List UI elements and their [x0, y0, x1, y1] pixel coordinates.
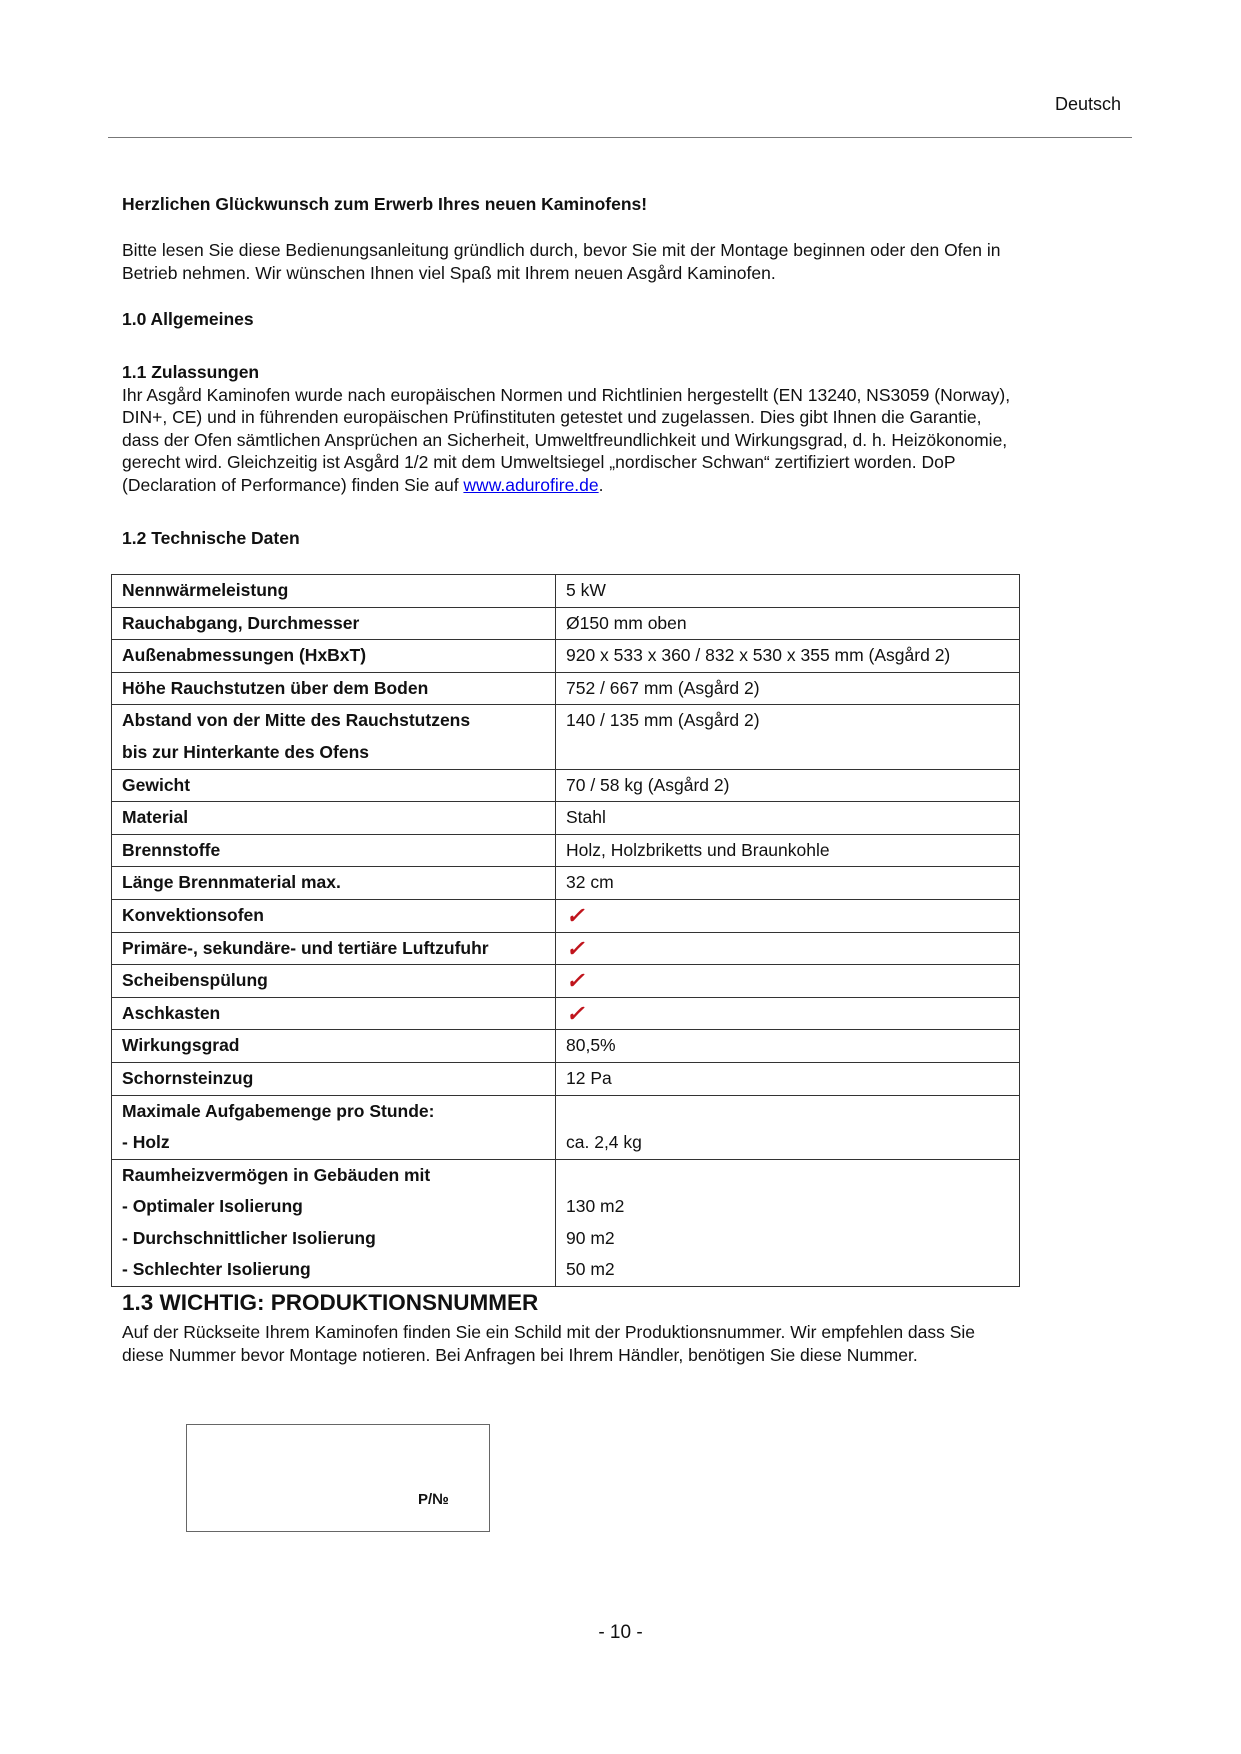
spec-value [556, 1030, 1020, 1063]
spec-value [556, 705, 1020, 769]
table-row [112, 769, 1020, 802]
spec-name-line: - Optimaler Isolierung [122, 1196, 303, 1217]
spec-name-line: Aschkasten [122, 1002, 221, 1023]
section-1-2-title: 1.2 Technische Daten [122, 528, 300, 548]
spec-name [112, 575, 556, 608]
intro-title: Herzlichen Glückwunsch zum Erwerb Ihres neuen Kaminofens! [122, 194, 648, 214]
spec-value-line: 752 / 667 mm (Asgård 2) [566, 677, 760, 698]
text-line: dass der Ofen sämtlichen Ansprüchen an Sicherheit, Umweltfreundlichkeit und Wirkungsgrad, d. h. Heizökonomie, [122, 429, 1008, 450]
table-row [112, 1030, 1020, 1063]
text-line [122, 474, 1132, 497]
spec-name [112, 867, 556, 900]
page-number: - 10 - [598, 1622, 643, 1643]
spec-name [112, 705, 556, 769]
spec-value-line: Holz, Holzbriketts und Braunkohle [566, 839, 830, 860]
technical-data-table [111, 574, 1020, 1287]
spec-value [556, 932, 1020, 965]
spec-value-line: Stahl [566, 807, 606, 828]
spec-value [556, 575, 1020, 608]
spec-name-line: Länge Brennmaterial max. [122, 872, 341, 893]
table-row [112, 575, 1020, 608]
spec-name-line: Maximale Aufgabemenge pro Stunde: [122, 1100, 435, 1121]
spec-value-line: 80,5% [566, 1035, 616, 1056]
intro-line: Betrieb nehmen. Wir wünschen Ihnen viel Spaß mit Ihrem neuen Asgård Kaminofen. [122, 262, 776, 283]
spec-name-line: Rauchabgang, Durchmesser [122, 612, 360, 633]
table-row [112, 802, 1020, 835]
spec-name [112, 640, 556, 673]
header-divider [108, 137, 1132, 138]
spec-name-line: - Holz [122, 1132, 170, 1153]
intro-paragraph [122, 239, 1132, 284]
spec-name [112, 965, 556, 998]
table-row [112, 705, 1020, 769]
checkmark-icon: ✓ [566, 935, 585, 961]
table-row [112, 1159, 1020, 1286]
spec-name-line: Scheibenspülung [122, 970, 268, 991]
spec-value [556, 867, 1020, 900]
table-row [112, 607, 1020, 640]
spec-value [556, 1159, 1020, 1286]
table-row [112, 867, 1020, 900]
spec-name-line: Schornsteinzug [122, 1067, 254, 1088]
spec-name [112, 672, 556, 705]
spec-value-line: 140 / 135 mm (Asgård 2) [566, 710, 760, 731]
section-1-1-title: 1.1 Zulassungen [122, 362, 260, 382]
language-label: Deutsch [1054, 94, 1121, 114]
spec-value-line: 5 kW [566, 580, 606, 600]
spec-value-line [566, 737, 1009, 769]
spec-name-line: Höhe Rauchstutzen über dem Boden [122, 677, 429, 698]
spec-value [556, 965, 1020, 998]
spec-name [112, 834, 556, 867]
spec-name [112, 997, 556, 1030]
table-row [112, 899, 1020, 932]
spec-value-line [566, 1096, 1009, 1128]
table-row [112, 965, 1020, 998]
spec-value-line: Ø150 mm oben [566, 612, 687, 633]
spec-name-line: Primäre-, sekundäre- und tertiäre Luftzufuhr [122, 937, 489, 958]
spec-name-line: Außenabmessungen (HxBxT) [122, 645, 367, 666]
table-row [112, 834, 1020, 867]
intro-line: Bitte lesen Sie diese Bedienungsanleitung gründlich durch, bevor Sie mit der Montage beginnen oder den Ofen in [122, 240, 1001, 260]
section-1-1 [122, 361, 1132, 497]
spec-value-line: ca. 2,4 kg [566, 1132, 642, 1153]
table-row [112, 997, 1020, 1030]
production-number-plate [186, 1424, 490, 1532]
spec-value-line: 12 Pa [566, 1067, 612, 1088]
spec-value [556, 997, 1020, 1030]
spec-name-line: Material [122, 807, 189, 828]
spec-name [112, 802, 556, 835]
spec-name-line: Konvektionsofen [122, 904, 264, 925]
spec-name [112, 1159, 556, 1286]
spec-value [556, 834, 1020, 867]
spec-value-line: 32 cm [566, 872, 614, 893]
text-fragment: . [598, 474, 604, 495]
checkmark-icon: ✓ [566, 1000, 585, 1026]
spec-name [112, 899, 556, 932]
spec-value-line: 920 x 533 x 360 / 832 x 530 x 355 mm (Asgård 2) [566, 645, 951, 666]
text-line: diese Nummer bevor Montage notieren. Bei Anfragen bei Ihrem Händler, benötigen Sie diese Nummer. [122, 1344, 918, 1365]
spec-name [112, 607, 556, 640]
spec-name-line: Gewicht [122, 774, 191, 795]
spec-name-line: Abstand von der Mitte des Rauchstutzens [122, 710, 471, 731]
text-line: DIN+, CE) und in führenden europäischen Prüfinstituten getestet und zugelassen. Dies gibt Ihnen die Garantie, [122, 407, 982, 428]
text-line: gerecht wird. Gleichzeitig ist Asgård 1/2 mit dem Umweltsiegel „nordischer Schwan“ zertifiziert worden. DoP [122, 452, 956, 473]
text-line: Auf der Rückseite Ihrem Kaminofen finden Sie ein Schild mit der Produktionsnummer. Wir empfehlen dass Sie [122, 1322, 976, 1342]
spec-value-line: 50 m2 [566, 1259, 615, 1280]
spec-value-line: 130 m2 [566, 1196, 625, 1217]
spec-value [556, 672, 1020, 705]
checkmark-icon: ✓ [566, 902, 585, 928]
spec-name-line: Brennstoffe [122, 839, 221, 860]
section-1-0-title: 1.0 Allgemeines [122, 309, 254, 329]
spec-value [556, 899, 1020, 932]
table-row [112, 672, 1020, 705]
spec-value-line [566, 1160, 1009, 1192]
spec-name [112, 769, 556, 802]
section-1-3-paragraph [122, 1321, 1132, 1366]
spec-value-line: 90 m2 [566, 1227, 615, 1248]
spec-name-line: Wirkungsgrad [122, 1035, 240, 1056]
table-row [112, 640, 1020, 673]
spec-name [112, 932, 556, 965]
spec-name-line: - Durchschnittlicher Isolierung [122, 1227, 376, 1248]
plate-label: P/№ [418, 1491, 449, 1508]
spec-name [112, 1030, 556, 1063]
spec-value [556, 1062, 1020, 1095]
text-line: Ihr Asgård Kaminofen wurde nach europäischen Normen und Richtlinien hergestellt (EN 13240, NS3059 (Norway), [122, 384, 1011, 405]
section-1-3-title: 1.3 WICHTIG: PRODUKTIONSNUMMER [122, 1290, 539, 1315]
adurofire-link[interactable]: www.adurofire.de [463, 474, 599, 495]
spec-value [556, 607, 1020, 640]
spec-value [556, 640, 1020, 673]
spec-name [112, 1062, 556, 1095]
table-row [112, 932, 1020, 965]
spec-value-line: 70 / 58 kg (Asgård 2) [566, 774, 730, 795]
spec-value [556, 769, 1020, 802]
spec-value [556, 802, 1020, 835]
spec-name-line: bis zur Hinterkante des Ofens [122, 741, 370, 762]
checkmark-icon: ✓ [566, 968, 585, 994]
table-row [112, 1095, 1020, 1159]
spec-name-line: Raumheizvermögen in Gebäuden mit [122, 1164, 431, 1185]
spec-name [112, 1095, 556, 1159]
spec-value [556, 1095, 1020, 1159]
spec-name-line: Nennwärmeleistung [122, 580, 289, 600]
text-fragment: (Declaration of Performance) finden Sie auf [122, 474, 464, 495]
spec-name-line: - Schlechter Isolierung [122, 1259, 311, 1280]
table-row [112, 1062, 1020, 1095]
